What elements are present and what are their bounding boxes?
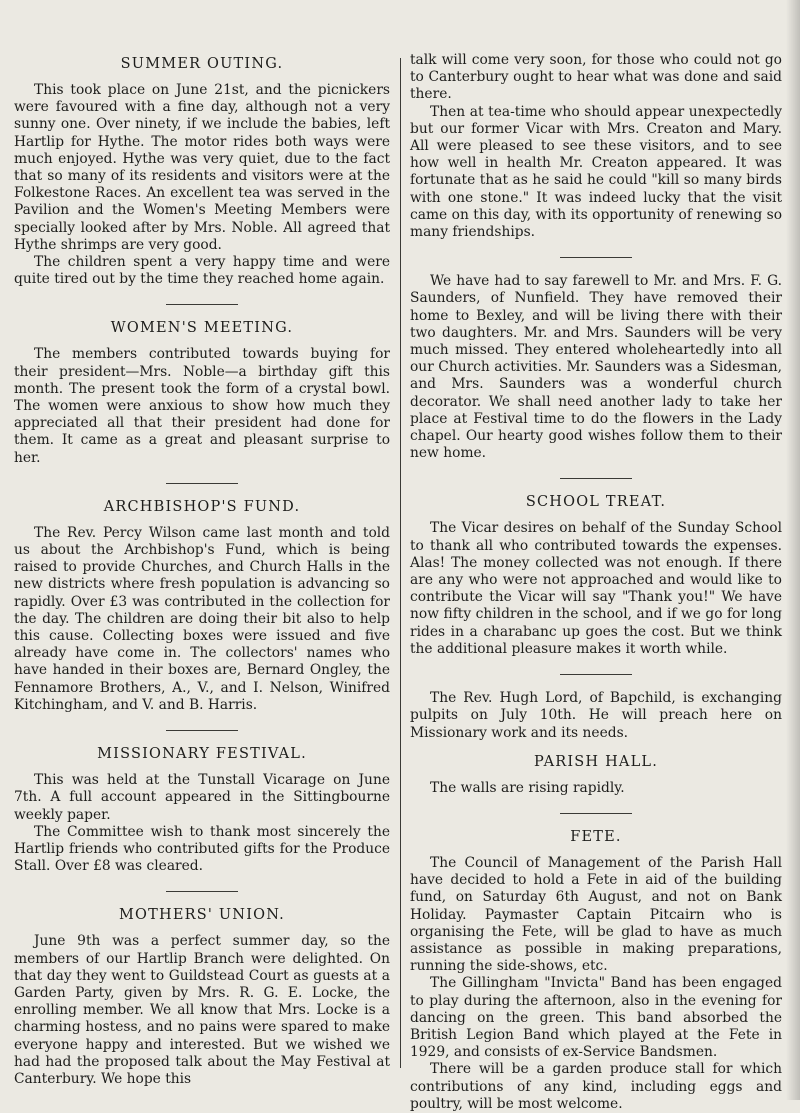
paragraph: The Gillingham "Invicta" Band has been engaged to play during the afternoon, also in the evening for dancing on the green. This band absorbed the British Legion Band which played at the Fete in 1929, and consists of ex-Service Bandsmen. <box>410 975 782 1061</box>
paragraph: There will be a garden produce stall for which contributions of any kind, including eggs and poultry, will be most welcome. <box>410 1061 782 1112</box>
paragraph: Then at tea-time who should appear unexpectedly but our former Vicar with Mrs. Creaton and Mary. All were pleased to see these visitors, and to see how well in health Mr. Creaton appeared. It was fortunate that as he said he could "kill so many birds with one stone." It was indeed lucky that the visit came on this day, with its opportunity of renewing so many friendships. <box>410 103 782 241</box>
page-edge-shadow <box>786 0 800 1100</box>
section-heading: MOTHERS' UNION. <box>119 907 285 924</box>
section-divider <box>166 891 238 892</box>
right-column <box>410 0 782 1113</box>
farewell-section <box>410 273 782 462</box>
mothers-union-section <box>14 907 390 1088</box>
section-divider <box>166 483 238 484</box>
section-heading: FETE. <box>570 828 622 845</box>
paragraph: The Committee wish to thank most sincerely the Hartlip friends who contributed gifts for the Produce Stall. Over £8 was cleared. <box>14 823 390 875</box>
paragraph: The children spent a very happy time and were quite tired out by the time they reached home again. <box>14 254 390 288</box>
paragraph: The Council of Management of the Parish Hall have decided to hold a Fete in aid of the building fund, on Saturday 6th August, and not on Bank Holiday. Paymaster Captain Pitcairn who is organising the Fete, will be glad to have as much assistance as possible in making preparations, running the side-shows, etc. <box>410 854 782 975</box>
paragraph: This was held at the Tunstall Vicarage on June 7th. A full account appeared in the Sittingbourne weekly paper. <box>14 772 390 823</box>
section-heading: SUMMER OUTING. <box>120 56 284 72</box>
paragraph: The Vicar desires on behalf of the Sunday School to thank all who contributed towards the expenses. Alas! The money collected was not enough. If there are any who were not approached and would like to contribute the Vicar will say "Thank you!" We have now fifty children in the school, and if we go for long rides in a charabanc up goes the cost. But we think the additional pleasure makes it worth while. <box>410 520 782 657</box>
column-divider <box>400 58 401 1068</box>
paragraph: This took place on June 21st, and the picnickers were favoured with a fine day, although not a very sunny one. Over ninety, if we include the babies, left Hartlip for Hythe. The motor rides both ways were much enjoyed. Hythe was very quiet, due to the fact that so many of its residents and visitors were at the Folkestone Races. An excellent tea was served in the Pavilion and the Women's Meeting Members were specially looked after by Mrs. Noble. All agreed that Hythe shrimps are very good. <box>14 82 390 253</box>
paragraph: The members contributed towards buying for their president—Mrs. Noble—a birthday gift this month. The present took the form of a crystal bowl. The women were anxious to show how much they appreciated all that their president had done for them. It came as a great and pleasant surprise to her. <box>14 346 390 466</box>
summer-outing-section <box>14 56 390 288</box>
school-treat-section <box>410 494 782 658</box>
section-heading: WOMEN'S MEETING. <box>110 320 294 337</box>
section-heading: MISSIONARY FESTIVAL. <box>97 746 307 763</box>
fete-section <box>410 829 782 1113</box>
missionary-festival-section <box>14 746 390 875</box>
section-divider <box>560 813 632 814</box>
paragraph: The Rev. Hugh Lord, of Bapchild, is exchanging pulpits on July 10th. He will preach here on Missionary work and its needs. <box>410 690 782 741</box>
paragraph: The Rev. Percy Wilson came last month and told us about the Archbishop's Fund, which is being raised to provide Churches, and Church Halls in the new districts where fresh population is advancing so rapidly. Over £3 was contributed in the collection for the day. The children are doing their bit also to help this cause. Collecting boxes were issued and five already have come in. The collectors' names who have handed in their boxes are, Bernard Ongley, the Fennamore Brothers, A., V., and I. Nelson, Winifred Kitchingham, and V. and B. Harris. <box>14 524 390 713</box>
archbishops-fund-section <box>14 499 390 714</box>
section-divider <box>560 674 632 675</box>
section-divider <box>560 257 632 258</box>
section-heading: SCHOOL TREAT. <box>525 494 667 511</box>
spacer <box>410 742 782 754</box>
section-heading: ARCHBISHOP'S FUND. <box>103 498 301 515</box>
mothers-union-continued <box>410 52 782 241</box>
section-divider <box>560 478 632 479</box>
section-heading: PARISH HALL. <box>533 753 659 770</box>
parish-hall-section <box>410 754 782 797</box>
paragraph: talk will come very soon, for those who could not go to Canterbury ought to hear what was done and said there. <box>410 52 782 103</box>
womens-meeting-section <box>14 320 390 466</box>
pulpit-exchange-section <box>410 690 782 742</box>
paragraph: The walls are rising rapidly. <box>430 779 625 796</box>
section-divider <box>166 730 238 731</box>
left-column <box>14 0 390 1088</box>
paragraph: We have had to say farewell to Mr. and Mrs. F. G. Saunders, of Nunfield. They have removed their home to Bexley, and will be living there with their two daughters. Mr. and Mrs. Saunders will be very much missed. They entered wholeheartedly into all our Church activities. Mr. Saunders was a Sidesman, and Mrs. Saunders was a wonderful church decorator. We shall need another lady to take her place at Festival time to do the flowers in the Lady chapel. Our hearty good wishes follow them to their new home. <box>410 273 782 462</box>
paragraph: June 9th was a perfect summer day, so the members of our Hartlip Branch were delighted. On that day they went to Guildstead Court as guests at a Garden Party, given by Mrs. R. G. E. Locke, the enrolling member. We all know that Mrs. Locke is a charming hostess, and no pains were spared to make everyone happy and interested. But we wished we had had the proposed talk about the May Festival at Canterbury. We hope this <box>14 933 390 1087</box>
section-divider <box>166 304 238 305</box>
